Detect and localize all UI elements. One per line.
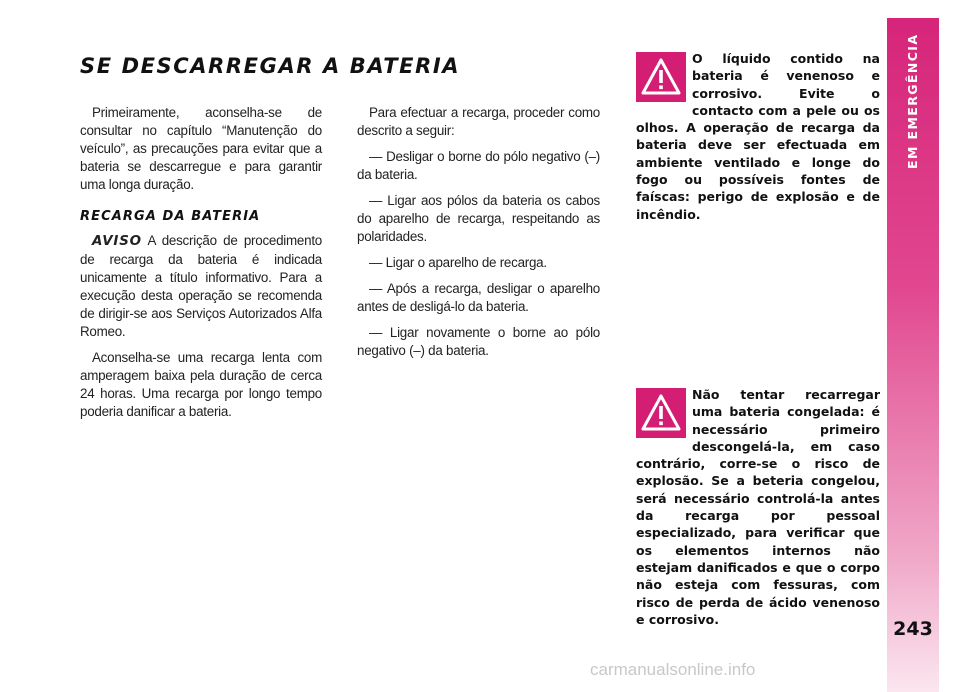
page-number: 243 (893, 618, 933, 640)
warning-text: Não tentar recarregar uma bateria congelada: é necessário primeiro descongelá-la, em caso contrário, corre-se o risco de explosão. Se a beteria congelou, será necessário controlá-la antes da recarga por pessoal especializado, para verificar que os elementos internos não estejam danificados e que o corpo não esteja com fessuras, com risco de perda de ácido venenoso e corrosivo. (636, 387, 880, 627)
procedure-step: — Ligar aos pólos da bateria os cabos do aparelho de recarga, respeitando as polaridades. (357, 193, 600, 244)
page-title: SE DESCARREGAR A BATERIA (80, 54, 461, 78)
procedure-step: — Após a recarga, desligar o aparelho antes de desligá-lo da bateria. (357, 281, 600, 314)
intro-paragraph: Primeiramente, aconselha-se de consultar no capítulo “Manutenção do veículo”, as precauções para evitar que a bateria se descarregue e para garantir uma longa duração. (80, 105, 322, 192)
aviso-label: AVISO (92, 234, 142, 249)
advice-paragraph: Aconselha-se uma recarga lenta com amperagem baixa pela duração de cerca 24 horas. Uma recarga por longo tempo poderia danificar a bateria. (80, 350, 322, 419)
warning-triangle-icon (636, 388, 686, 438)
aviso-paragraph (80, 232, 322, 341)
procedure-step: — Ligar o aparelho de recarga. (369, 255, 547, 270)
procedure-step: — Ligar novamente o borne ao pólo negativo (–) da bateria. (357, 325, 600, 358)
warning-block (636, 386, 880, 628)
middle-column (357, 104, 600, 368)
left-column (80, 104, 322, 429)
warning-block (636, 50, 880, 223)
subheading-recarga: RECARGA DA BATERIA (80, 209, 261, 224)
aviso-text: A descrição de procedimento de recarga da bateria é indicada unicamente a título informativo. Para a execução desta operação se recomenda de dirigir-se aos Serviços Autorizados Alfa Romeo. (80, 233, 322, 339)
warning-triangle-icon (636, 52, 686, 102)
procedure-intro: Para efectuar a recarga, proceder como descrito a seguir: (357, 105, 600, 138)
warning-text: O líquido contido na bateria é venenoso e corrosivo. Evite o contacto com a pele ou os olhos. A operação de recarga da bateria deve ser efectuada em ambiente ventilado e longe do fogo ou possíveis fontes de faíscas: perigo de explosão e de incêndio. (636, 51, 880, 222)
section-tab-label: EM EMERGÊNCIA (905, 34, 920, 170)
watermark: carmanualsonline.info (590, 660, 756, 679)
procedure-step: — Desligar o borne do pólo negativo (–) da bateria. (357, 149, 600, 182)
